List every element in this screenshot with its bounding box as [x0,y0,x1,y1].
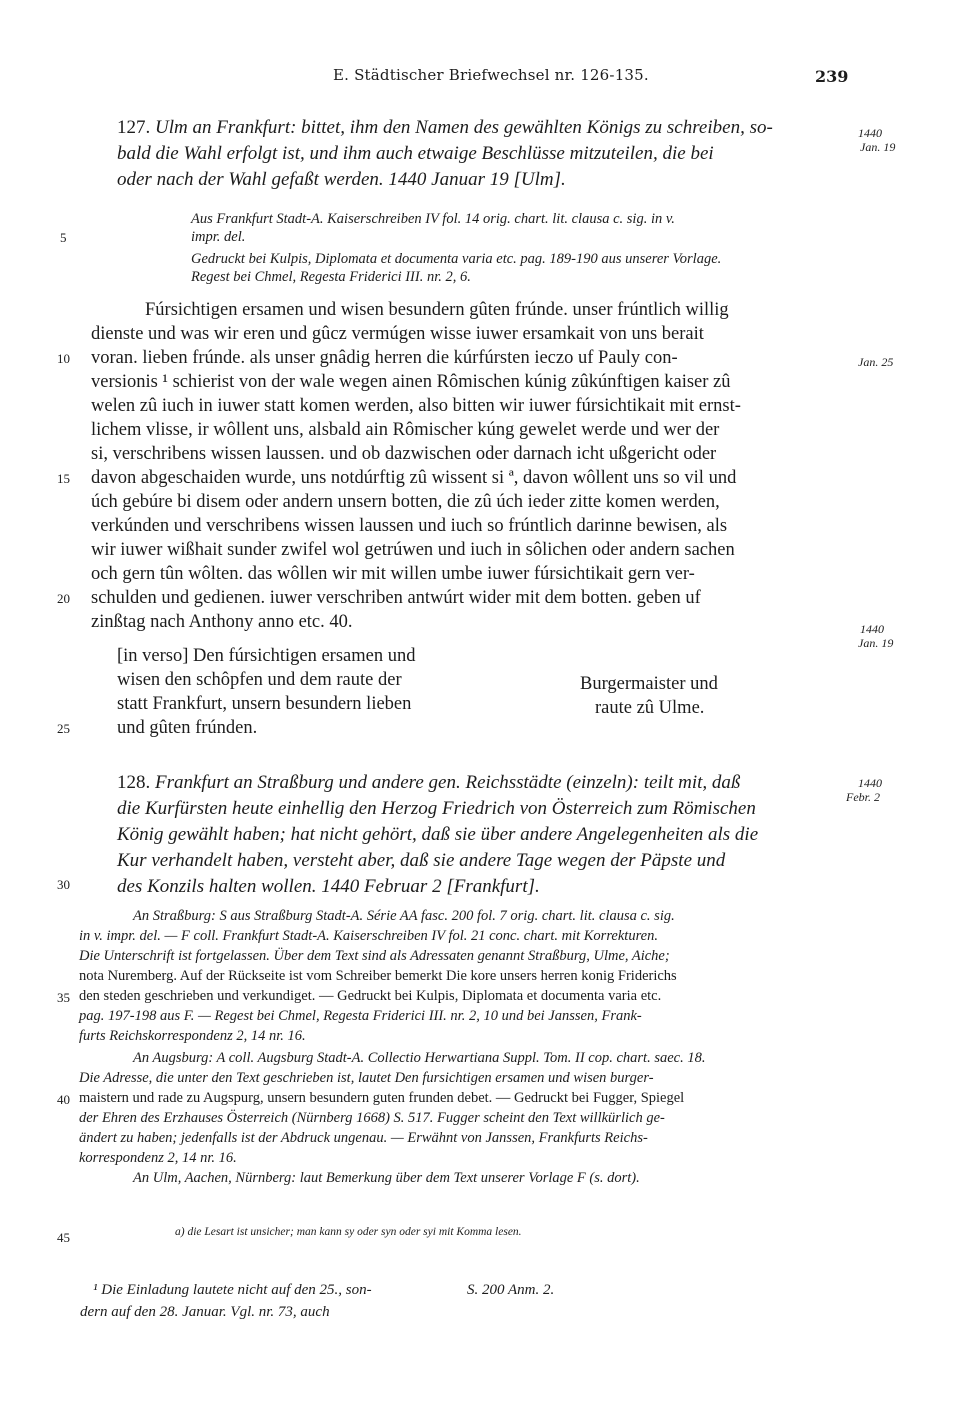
footnote-line: ¹ Die Einladung lautete nicht auf den 25., son- [93,1282,372,1298]
footnote-line: dern auf den 28. Januar. Vgl. nr. 73, auch [80,1304,330,1320]
body-line: zinßtag nach Anthony anno etc. 40. [91,612,353,632]
address-line: statt Frankfurt, unsern besundern lieben [117,694,412,714]
line-number: 35 [57,990,70,1005]
margin-year: 1440 [858,126,882,140]
margin-day: Jan. 19 [860,140,896,154]
margin-year: 1440 [860,622,884,636]
body-line: lichem vlisse, ir wôllent uns, alsbald ain Rômischer kúng gewelet werde und wer der [91,420,720,440]
margin-date-end [858,622,893,650]
doc-number: 127. [117,117,151,138]
line-number: 40 [57,1092,70,1107]
line-number: 5 [60,230,67,245]
source-line: Regest bei Chmel, Regesta Friderici III. nr. 2, 6. [191,269,471,285]
source-line: Aus Frankfurt Stadt-A. Kaiserschreiben IV fol. 14 orig. chart. lit. clausa c. sig. in v. [191,211,675,227]
regest-line [117,772,740,794]
margin-day: Jan. 19 [858,636,894,650]
source-line: An Straßburg: S aus Straßburg Stadt-A. Série AA fasc. 200 fol. 7 orig. chart. lit. clausa c. sig. [133,908,675,924]
running-header: E. Städtischer Briefwechsel nr. 126-135. [333,66,649,84]
regest-text: Frankfurt an Straßburg und andere gen. Reichsstädte (einzeln): teilt mit, daß [150,772,741,793]
line-number: 10 [57,351,70,366]
address-line: [in verso] Den fúrsichtigen ersamen und [117,646,416,666]
source-line: maistern und rade zu Augspurg, unsern besundern guten frunden debet. — Gedruckt bei Fugger, Spiegel [79,1090,685,1106]
body-line: si, verschribens wissen laussen. und ob dazwischen oder darnach icht ußgericht oder [91,444,717,464]
source-line: der Ehren des Erzhauses Österreich (Nürnberg 1668) S. 517. Fugger scheint den Text willkürlich ge- [79,1110,665,1126]
margin-date [846,776,882,804]
signature-line: Burgermaister und [580,674,718,694]
regest-line: oder nach der Wahl gefaßt werden. 1440 Januar 19 [Ulm]. [117,169,566,190]
body-line: dienste und was wir eren und gûcz vermúgen wisse iuwer ersamkait von uns berait [91,324,704,344]
regest-line: König gewählt haben; hat nicht gehört, daß sie über andere Angelegenheiten als die [117,824,759,845]
line-number: 45 [57,1230,70,1245]
source-line: Die Unterschrift ist fortgelassen. Über dem Text sind als Adressaten genannt Straßburg, Ulme, Aiche; [79,948,670,964]
source-line: pag. 197-198 aus F. — Regest bei Chmel, Regesta Friderici III. nr. 2, 10 und bei Janssen, Frank- [79,1008,642,1024]
footnote-a: a) die Lesart ist unsicher; man kann sy oder syn oder syi mit Komma lesen. [175,1226,522,1238]
source-line: An Augsburg: A coll. Augsburg Stadt-A. Collectio Herwartiana Suppl. Tom. II cop. chart. saec. 18. [133,1050,706,1066]
source-line: An Ulm, Aachen, Nürnberg: laut Bemerkung über dem Text unserer Vorlage F (s. dort). [133,1170,640,1186]
body-line: welen zû iuch in iuwer statt komen werden, also bitten wir iuwer fúrsichtikait mit ernst- [91,396,741,416]
source-line: den steden geschrieben und verkundiget. — Gedruckt bei Kulpis, Diplomata et documenta varia etc. [79,988,662,1004]
doc-number: 128. [117,772,151,793]
body-line: davon abgeschaiden wurde, uns notdúrftig zû wissent si ª, davon wôllent uns so vil und [91,468,737,488]
source-line: impr. del. [191,229,246,245]
regest-text: Ulm an Frankfurt: bittet, ihm den Namen des gewählten Königs zu schreiben, so- [150,117,773,138]
line-number: 25 [57,721,70,736]
margin-date-inline: Jan. 25 [858,355,894,369]
line-number: 30 [57,877,70,892]
address-line: wisen den schôpfen und dem raute der [117,670,402,690]
regest-line: bald die Wahl erfolgt ist, und ihm auch etwaige Beschlüsse mitzuteilen, die bei [117,143,714,164]
body-line: úch gebúre bi disem oder andern unsern botten, die zû úch ieder zitte komen werden, [91,492,720,512]
signature-line: raute zû Ulme. [595,698,705,718]
margin-day: Febr. 2 [846,790,880,804]
regest-line [117,117,773,139]
body-line: voran. lieben frúnde. als unser gnâdig herren die kúrfúrsten ieczo uf Pauly con- [91,348,678,368]
margin-year: 1440 [858,776,882,790]
source-line: nota Nuremberg. Auf der Rückseite ist vom Schreiber bemerkt Die kore unsers herren konig Friderichs [79,968,677,984]
body-line: versionis ¹ schierist von der wale wegen ainen Rômischen kúnig zûkúnftigen kaiser zû [91,372,731,392]
line-number: 15 [57,471,70,486]
source-line: furts Reichskorrespondenz 2, 14 nr. 16. [79,1028,306,1044]
source-line: korrespondenz 2, 14 nr. 16. [79,1150,237,1166]
body-line: verkúnden und verschribens wissen laussen und iuch so frúntlich darinne bewisen, als [91,516,728,536]
body-line: schulden und gedienen. iuwer verschriben antwúrt wider mit dem botten. geben uf [91,588,701,608]
regest-line: Kur verhandelt haben, versteht aber, daß sie andere Tage wegen der Päpste und [117,850,726,871]
body-line: Fúrsichtigen ersamen und wisen besundern gûten frúnde. unser frúntlich willig [145,300,729,320]
source-line: Die Adresse, die unter den Text geschrieben ist, lautet Den fursichtigen ersamen und wisen burger- [79,1070,654,1086]
body-line: wir iuwer wißhait sunder zwifel wol getrúwen und iuch in sôlichen oder andern sachen [91,540,735,560]
regest-line: die Kurfürsten heute einhellig den Herzog Friedrich von Österreich zum Römischen [117,798,756,819]
regest-line: des Konzils halten wollen. 1440 Februar 2 [Frankfurt]. [117,876,540,897]
margin-date [858,126,895,154]
body-line: och gern tûn wôlten. das wôllen wir mit willen umbe iuwer fúrsichtikait gern ver- [91,564,695,584]
page-number: 239 [815,67,849,86]
source-line: Gedruckt bei Kulpis, Diplomata et documenta varia etc. pag. 189-190 aus unserer Vorlage. [191,251,722,267]
address-line: und gûten frúnden. [117,718,258,738]
footnote-line: S. 200 Anm. 2. [467,1282,555,1298]
line-number: 20 [57,591,70,606]
source-line: in v. impr. del. — F coll. Frankfurt Stadt-A. Kaiserschreiben IV fol. 21 conc. chart. mit Korrekturen. [79,928,658,944]
source-line: ändert zu haben; jedenfalls ist der Abdruck ungenau. — Erwähnt von Janssen, Frankfurts Reichs- [79,1130,648,1146]
